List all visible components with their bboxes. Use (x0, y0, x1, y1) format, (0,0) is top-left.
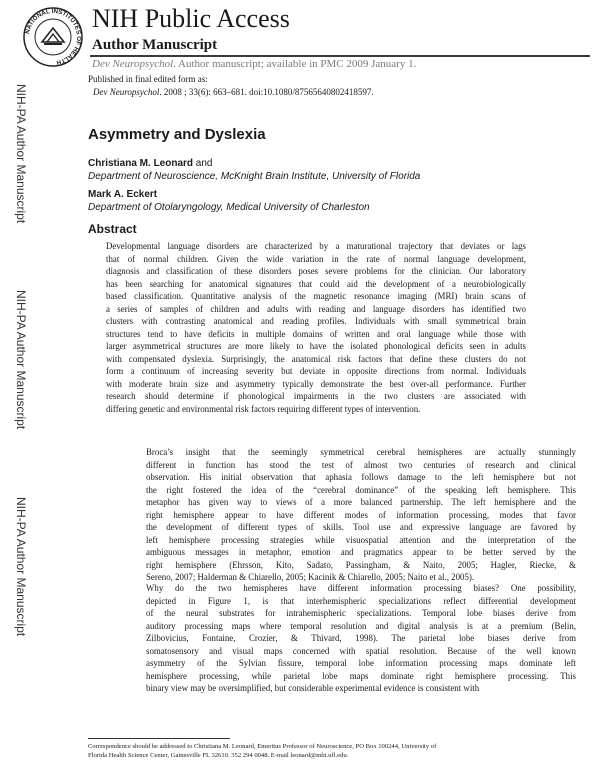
text-line: based classification. Quantitative analysis of the magnetic resonance imaging (MRI) brain scans of (106, 291, 526, 301)
article-title: Asymmetry and Dyslexia (88, 126, 266, 143)
text-line: depicted in Figure 1, is that interhemispheric specializations reflect differential development (146, 595, 576, 606)
availability-line (92, 57, 416, 71)
text-line: ambiguous messages in metaphor, emotion and pragmatics appear to be better served by the (146, 547, 576, 557)
text-line: observation. His initial observation that aphasia follows damage to the left hemisphere but not (146, 472, 576, 482)
nih-logo (22, 6, 84, 68)
author-line-2 (88, 188, 157, 201)
text-line: binary view may be oversimplified, but considerable experimental evidence is consistent with (146, 683, 480, 693)
text-line: with moderate brain size and asymmetry typically demonstrate the best over-all performance. Further (106, 378, 526, 389)
footnote-rule (88, 738, 230, 739)
text-line: somatosensory and visual maps concerned with spatial resolution. Because of the well known (146, 645, 576, 656)
text-line: different in function has stood the test of almost two centuries of research and clinical (146, 459, 576, 470)
citation-journal: Dev Neuropsychol (93, 87, 160, 97)
text-line: Broca’s insight that the seemingly symmetrical cerebral hemispheres are actually stunningly (146, 447, 576, 457)
text-line: hemisphere processing, while parietal lobe maps dominate right hemisphere processing. This (146, 670, 576, 681)
text-line: auditory processing maps where temporal resolution and digital analysis is at a premium (Belin, (146, 620, 576, 631)
text-line: form a continuum of increasing severity but deviate in opposite directions from normal. Individuals (106, 366, 526, 376)
text-line: clusters with contrasting anatomical and reading profiles. Individuals with small symmetrical brain (106, 316, 526, 326)
text-line: research should determine if phonological impairments in the two clusters are associated with (106, 391, 526, 401)
text-line: a series of samples of children and adults with reading and language disorders has identified two (106, 303, 526, 314)
published-in-label: Published in final edited form as: (88, 74, 208, 84)
side-label-bottom: NIH-PA Author Manuscript (14, 497, 28, 637)
text-line: asymmetry of the Sylvian fissure, temporal lobe information processing maps dominate left (146, 658, 576, 668)
text-line: Developmental language disorders are characterized by a maturational trajectory that deviates or lags (106, 241, 526, 251)
author-suffix: and (193, 158, 213, 169)
author-affiliation-1: Department of Neuroscience, McKnight Brain Institute, University of Florida (88, 171, 421, 182)
text-line: diagnosis and classification of these disorders poses severe problems for the clinician. Our laboratory (106, 266, 526, 276)
text-line: Sereno, 2007; Halderman & Chiarello, 2005; Kacinik & Chiarello, 2005; Naito et al., 2005). (146, 572, 475, 582)
availability-text: . Author manuscript; available in PMC 2009 January 1. (173, 58, 417, 70)
text-line: larger asymmetrical structures are more likely to have the isolated phonological deficits seen in adults (106, 341, 526, 351)
citation-text: . 2008 ; 33(6): 663–681. doi:10.1080/87565640802418597. (159, 87, 374, 97)
text-line: differing genetic and environmental risk factors requiring different types of intervention. (106, 403, 421, 414)
correspondence-footnote (88, 742, 588, 760)
text-line: right hemisphere (Ehrsson, Kito, Sadato, Passingham, & Naito, 2005; Hagler, Riecke, & (146, 559, 576, 570)
text-line: right hemisphere appear to have different modes of information processing, modes that favor (146, 509, 576, 520)
text-line: Florida Health Science Center, Gainesville FL 32610. 352 294 0048. E-mail leonard@mbi.ufl.edu. (88, 752, 349, 759)
text-line: that of normal children. Given the wide variation in the rate of normal language development, (106, 253, 526, 264)
text-line: Why do the two hemispheres have different information processing biases? One possibility, (146, 583, 576, 593)
body-paragraph-1 (146, 446, 576, 584)
text-line: the right fostered the idea of the “cerebral dominance” of the speaking left hemisphere. This (146, 484, 576, 495)
nih-public-access-title: NIH Public Access (92, 4, 290, 33)
abstract-body (106, 240, 526, 415)
side-label-middle: NIH-PA Author Manuscript (14, 290, 28, 430)
side-label-top: NIH-PA Author Manuscript (14, 84, 28, 224)
text-line: Correspondence should be addressed to Christiana M. Leonard, Emeritus Professor of Neuroscience, PO Box 100244, University of (88, 743, 437, 750)
author-line-1 (88, 157, 212, 170)
author-affiliation-2: Department of Otolaryngology, Medical University of Charleston (88, 202, 370, 213)
text-line: left hemisphere processing strategies while visuospatial attention and the interpretation of the (146, 534, 576, 545)
body-paragraph-2 (146, 582, 576, 695)
text-line: with compensated dyslexia. Surprisingly, the anatomical risk factors that define these clusters do not (106, 353, 526, 364)
text-line: of the neural substrates for intrahemispheric specializations. Temporal lobe biases derive from (146, 608, 576, 618)
text-line: the development of different types of skills. Tool use and expressive language are favored by (146, 522, 576, 532)
citation-line (93, 86, 374, 98)
text-line: Zilbovicius, Fontaine, Crozier, & Thivard, 1998). The parietal lobe biases derive from (146, 633, 576, 643)
logo-seal-text: NATIONAL INSTITUTES OF HEALTH (24, 7, 83, 66)
author-manuscript-label: Author Manuscript (92, 37, 218, 53)
availability-journal: Dev Neuropsychol (92, 58, 174, 70)
abstract-heading: Abstract (88, 222, 137, 236)
text-line: metaphor has given way to views of a more balanced partnership. The left hemisphere and the (146, 497, 576, 507)
text-line: has been searching for anatomical signatures that could aid the development of a neurobiologically (106, 278, 526, 289)
author-name: Christiana M. Leonard (88, 158, 194, 169)
author-name: Mark A. Eckert (88, 189, 158, 200)
text-line: structures tend to have deficits in multiple domains of written and oral language while those with (106, 328, 526, 339)
